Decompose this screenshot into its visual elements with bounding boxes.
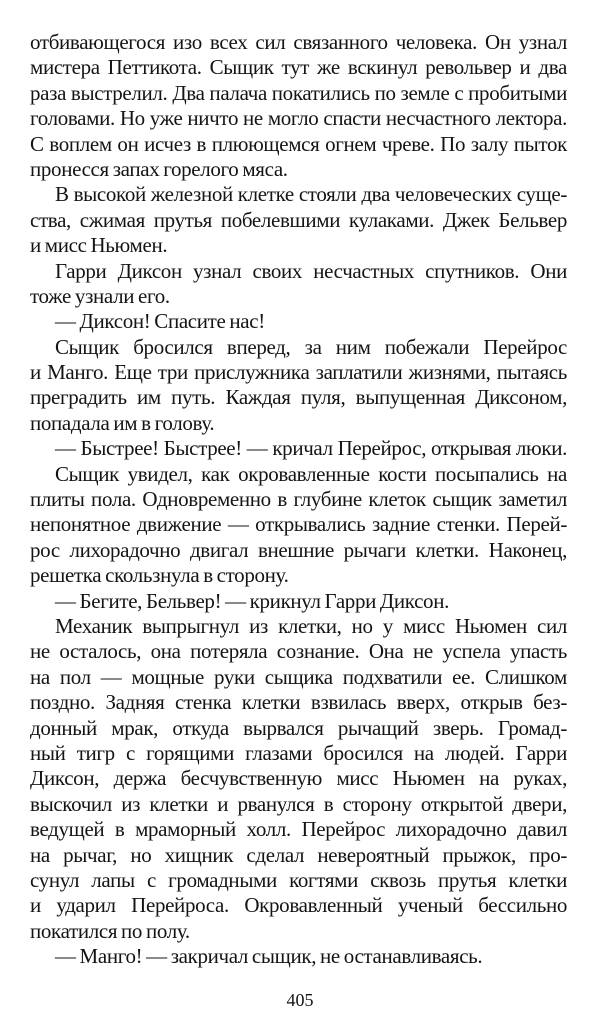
text-line: рос лихорадочно двигал внешние рычаги клетки. Наконец,: [30, 537, 567, 562]
text-line: непонятное движение — открывались задние стенки. Перей-: [30, 512, 567, 537]
text-line: поздно. Задняя стенка клетки взвилась вверх, открыв без-: [30, 690, 567, 715]
text-line: С воплем он исчез в плюющемся огнем чреве. По залу пыток: [30, 131, 567, 156]
text-line: отбивающегося изо всех сил связанного человека. Он узнал: [30, 30, 567, 54]
text-line: пронесся запах горелого мяса.: [30, 156, 288, 181]
text-line: — Диксон! Спасите нас!: [55, 309, 265, 334]
page-body: [30, 30, 567, 969]
text-line: В высокой железной клетке стояли два человеческих суще-: [55, 182, 567, 207]
text-line: Диксон, держа бесчувственную мисс Ньюмен на руках,: [30, 766, 567, 791]
text-line: и мисс Ньюмен.: [30, 233, 168, 258]
text-line: ный тигр с горящими глазами бросился на людей. Гарри: [30, 740, 567, 765]
text-line: сунул лапы с громадными когтями сквозь прутья клетки: [30, 867, 567, 892]
text-line: Гарри Диксон узнал своих несчастных спутников. Они: [55, 258, 567, 283]
text-line: и Манго. Еще три прислужника заплатили жизнями, пытаясь: [30, 360, 567, 385]
page-number: 405: [286, 990, 314, 1010]
text-line: выскочил из клетки и рванулся в сторону открытой двери,: [30, 791, 567, 816]
text-line: на рычаг, но хищник сделал невероятный прыжок, про-: [30, 842, 567, 867]
text-line: плиты пола. Одновременно в глубине клеток сыщик заметил: [30, 487, 567, 512]
text-line: мистера Петтикота. Сыщик тут же вскинул револьвер и два: [30, 55, 567, 80]
text-line: Сыщик увидел, как окровавленные кости посыпались на: [55, 461, 567, 486]
text-line: головами. Но уже ничто не могло спасти несчастного лектора.: [30, 106, 567, 131]
text-line: покатился по полу.: [30, 918, 190, 943]
text-line: — Бегите, Бельвер! — крикнул Гарри Диксон.: [55, 588, 449, 613]
text-line: решетка скользнула в сторону.: [30, 563, 289, 588]
text-line: донный мрак, откуда вырвался рычащий зверь. Громад-: [30, 715, 567, 740]
text-line: раза выстрелил. Два палача покатились по земле с пробитыми: [30, 80, 567, 105]
text-line: преградить им путь. Каждая пуля, выпущенная Диксоном,: [30, 385, 567, 410]
text-line: попадала им в голову.: [30, 410, 215, 435]
text-line: на пол — мощные руки сыщика подхватили ее. Слишком: [30, 664, 567, 689]
text-line: ведущей в мраморный холл. Перейрос лихорадочно давил: [30, 817, 567, 842]
text-line: — Быстрее! Быстрее! — кричал Перейрос, открывая люки.: [55, 436, 567, 461]
text-line: Сыщик бросился вперед, за ним побежали Перейрос: [55, 334, 567, 359]
text-line: не осталось, она потеряла сознание. Она не успела упасть: [30, 639, 567, 664]
text-line: ства, сжимая прутья побелевшими кулаками. Джек Бельвер: [30, 207, 567, 232]
text-line: Механик выпрыгнул из клетки, но у мисс Ньюмен сил: [55, 613, 567, 638]
text-line: тоже узнали его.: [30, 283, 170, 308]
text-line: — Манго! — закричал сыщик, не останавливаясь.: [55, 944, 483, 969]
text-line: и ударил Перейроса. Окровавленный ученый бессильно: [30, 893, 567, 918]
